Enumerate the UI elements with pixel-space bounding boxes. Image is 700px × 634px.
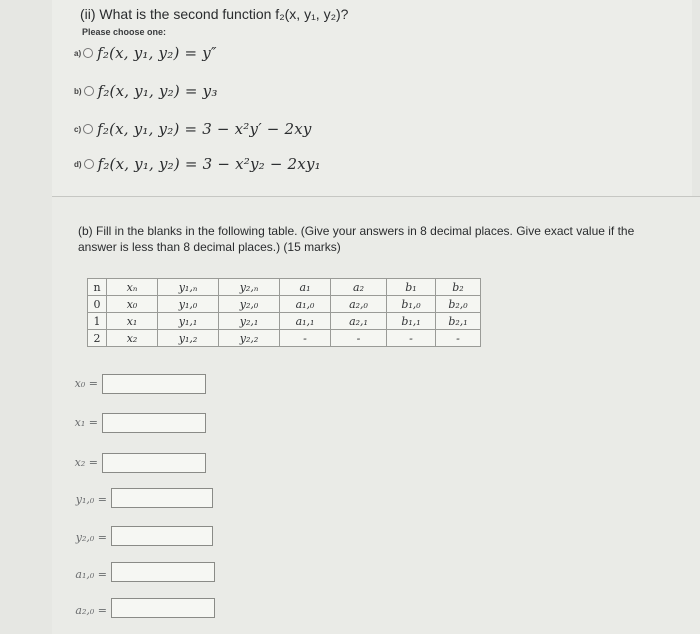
table-cell: b₂,₁ [436,313,481,330]
table-cell: y₂,₂ [219,330,280,347]
table-cell: y₁,₁ [158,313,219,330]
table-cell: x₀ [107,296,158,313]
radio-button[interactable] [83,124,93,134]
answer-label-x2: x₂ = [74,456,98,469]
table-cell: 1 [88,313,107,330]
table-header: y₂,ₙ [219,279,280,296]
table-cell: b₁,₁ [387,313,436,330]
answer-input-x0[interactable] [102,374,206,394]
part-b-instructions: (b) Fill in the blanks in the following table. (Give your answers in 8 decimal places. Give exact value if the answer is less than 8 decimal places.) (15 marks) [78,224,635,254]
option-c[interactable] [74,120,312,138]
answer-label-x0: x₀ = [74,377,98,390]
table-cell: a₁,₀ [280,296,331,313]
option-text: f₂(x, y₁, y₂) = y″ [97,44,217,62]
table-header: a₂ [331,279,387,296]
table-header: b₁ [387,279,436,296]
answer-label-a10: a₁,₀ = [75,568,107,581]
table-cell: - [436,330,481,347]
table-header: b₂ [436,279,481,296]
answer-input-a10[interactable] [111,562,215,582]
radio-button[interactable] [84,86,94,96]
option-d[interactable] [74,155,321,173]
table-cell: y₁,₀ [158,296,219,313]
please-choose-label: Please choose one: [82,27,167,37]
table-cell: - [280,330,331,347]
radio-button[interactable] [83,48,93,58]
table-cell: 0 [88,296,107,313]
table-row [88,296,481,313]
answer-input-a20[interactable] [111,598,215,618]
table-header: xₙ [107,279,158,296]
option-text: f₂(x, y₁, y₂) = 3 − x²y₂ − 2xy₁ [97,155,321,173]
table-cell: a₂,₁ [331,313,387,330]
question-ii-title: (ii) What is the second function f₂(x, y₁, y₂)? [80,6,349,22]
table-header-row [88,279,481,296]
table-row [88,313,481,330]
table-cell: y₂,₁ [219,313,280,330]
table-header: n [88,279,107,296]
values-table [87,278,481,347]
option-b[interactable] [74,82,218,100]
answer-input-x2[interactable] [102,453,206,473]
table-cell: - [387,330,436,347]
table-cell: - [331,330,387,347]
table-cell: a₂,₀ [331,296,387,313]
option-letter: c) [74,124,82,134]
answer-label-a20: a₂,₀ = [75,604,107,617]
table-cell: y₁,₂ [158,330,219,347]
option-a[interactable] [74,44,217,62]
answer-input-x1[interactable] [102,413,206,433]
table-cell: b₂,₀ [436,296,481,313]
table-cell: 2 [88,330,107,347]
radio-button[interactable] [84,159,94,169]
table-row [88,330,481,347]
option-letter: d) [74,159,82,169]
table-cell: y₂,₀ [219,296,280,313]
answer-label-y20: y₂,₀ = [75,531,107,544]
option-letter: a) [74,48,82,58]
table-cell: x₂ [107,330,158,347]
table-cell: a₁,₁ [280,313,331,330]
option-text: f₂(x, y₁, y₂) = 3 − x²y′ − 2xy [97,120,312,138]
answer-input-y10[interactable] [111,488,213,508]
table-header: a₁ [280,279,331,296]
table-cell: x₁ [107,313,158,330]
option-letter: b) [74,86,82,96]
answer-label-x1: x₁ = [74,416,98,429]
answer-label-y10: y₁,₀ = [75,493,107,506]
table-header: y₁,ₙ [158,279,219,296]
table-cell: b₁,₀ [387,296,436,313]
option-text: f₂(x, y₁, y₂) = y₃ [97,82,218,100]
answer-input-y20[interactable] [111,526,213,546]
